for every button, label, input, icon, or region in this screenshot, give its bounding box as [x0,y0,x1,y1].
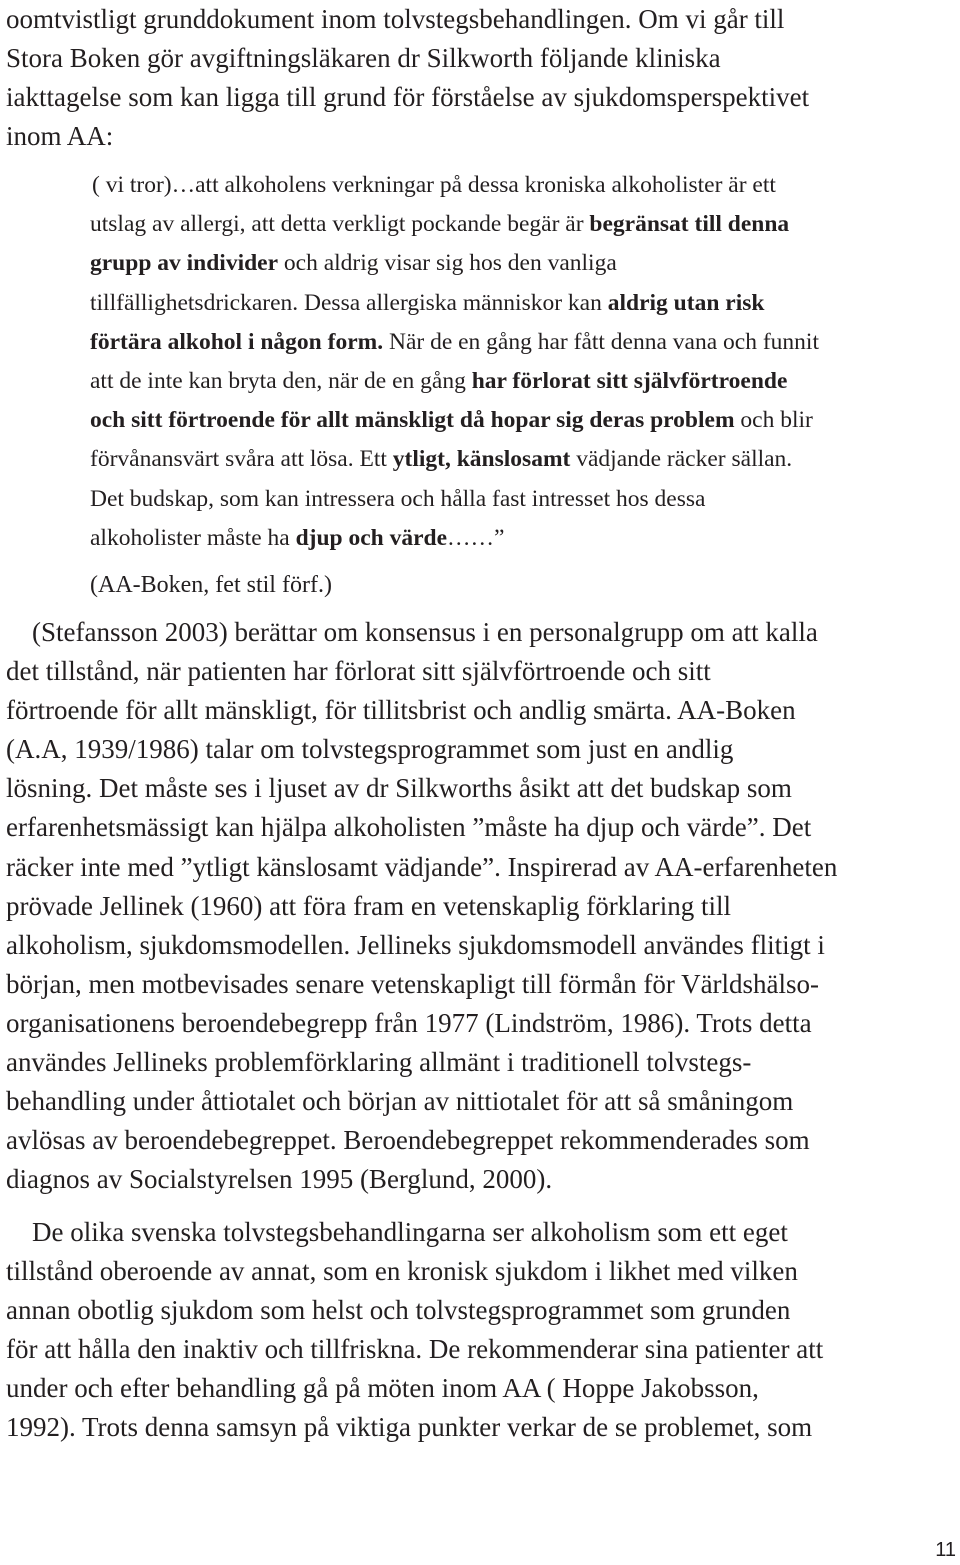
quote-text: och aldrig visar sig hos den vanliga [278,250,617,277]
quote-emphasis: grupp av individer [90,250,279,277]
quote-line: ( vi tror)…att alkoholens verkningar på dessa kroniska alkoholister är ett [92,172,776,198]
intro-paragraph [6,0,946,156]
text-line: Stora Boken gör avgiftningsläkaren dr Silkworth följande kliniska [6,43,721,73]
text-line: användes Jellineks problemförklaring allmänt i traditionell tolvstegs- [6,1047,752,1078]
text-line: början, men motbevisades senare vetenskapligt till förmån för Världshälso- [6,968,820,999]
quote-text: När de en gång har fått denna vana och funnit [383,328,819,355]
text-line: lösning. Det måste ses i ljuset av dr Silkworths åsikt att det budskap som [6,773,792,804]
body-paragraph-2 [6,1213,946,1448]
quote-line [90,362,950,401]
text-line: avlösas av beroendebegreppet. Beroendebegreppet rekommenderades som [6,1125,810,1156]
text-line: prövade Jellinek (1960) att föra fram en vetenskaplig förklaring till [6,890,732,921]
quote-text: vädjande räcker sällan. [570,446,793,473]
text-line: (A.A, 1939/1986) talar om tolvstegsprogrammet som just en andlig [6,734,734,765]
quote-line [90,401,950,440]
text-line: 1992). Trots denna samsyn på viktiga punkter verkar de se problemet, som [6,1412,813,1443]
text-line: De olika svenska tolvstegsbehandlingarna ser alkoholism som ett eget [32,1217,788,1247]
text-line: diagnos av Socialstyrelsen 1995 (Berglund, 2000). [6,1164,553,1195]
text-line: räcker inte med ”ytligt känslosamt vädjande”. Inspirerad av AA-erfarenheten [6,851,838,882]
text-line: alkoholism, sjukdomsmodellen. Jellineks sjukdomsmodell användes flitigt i [6,929,825,960]
quote-line [90,440,950,479]
text-line: förtroende för allt mänskligt, för tillitsbrist och andlig smärta. AA-Boken [6,695,796,726]
quote-emphasis: och sitt förtroende för allt mänskligt då hopar sig deras problem [90,407,735,434]
quote-line [90,519,950,558]
quote-emphasis: har förlorat sitt självförtroende [471,368,788,395]
text-line: (Stefansson 2003) berättar om konsensus i en personalgrupp om att kalla [32,617,818,647]
text-line: erfarenhetsmässigt kan hjälpa alkoholisten ”måste ha djup och värde”. Det [6,812,812,843]
quote-text: alkoholister måste ha [90,524,296,551]
text-line: iakttagelse som kan ligga till grund för förståelse av sjukdomsperspektivet [6,82,810,112]
text-line: inom AA: [6,121,114,151]
quote-line [90,284,950,323]
quote-text: utslag av allergi, att detta verkligt pockande begär är [90,211,590,238]
text-line: oomtvistligt grunddokument inom tolvstegsbehandlingen. Om vi går till [6,4,785,34]
text-line: för att hålla den inaktiv och tillfriskna. De rekommenderar sina patienter att [6,1334,824,1365]
quote-emphasis: begränsat till denna [589,211,790,238]
quote-line [90,323,950,362]
quote-emphasis: förtära alkohol i någon form. [90,328,384,355]
body-paragraph-1 [6,613,946,1199]
quote-emphasis: aldrig utan risk [607,289,765,316]
text-line: tillstånd oberoende av annat, som en kronisk sjukdom i likhet med vilken [6,1256,798,1287]
quote-text: att de inte kan bryta den, när de en gång [90,368,472,395]
quote-text: tillfällighetsdrickaren. Dessa allergiska människor kan [90,289,608,316]
page-number: 11 [935,1539,956,1561]
text-line: annan obotlig sjukdom som helst och tolvstegsprogrammet som grunden [6,1295,791,1326]
quote-emphasis: djup och värde [295,524,448,551]
quote-line [90,205,950,244]
block-quote [90,166,950,558]
quote-line [90,244,950,283]
quote-source: (AA-Boken, fet stil förf.) [90,572,332,598]
quote-text: och blir [734,407,813,434]
text-line: organisationens beroendebegrepp från 1977 (Lindström, 1986). Trots detta [6,1007,812,1038]
text-line: det tillstånd, när patienten har förlorat sitt självförtroende och sitt [6,656,711,687]
quote-text: förvånansvärt svåra att lösa. Ett [90,446,393,473]
quote-emphasis: ytligt, känslosamt [392,446,571,473]
text-line: behandling under åttiotalet och början av nittiotalet för att så småningom [6,1086,794,1117]
quote-line: Det budskap, som kan intressera och hålla fast intresset hos dessa [90,485,706,512]
quote-text: ……” [447,524,505,551]
text-line: under och efter behandling gå på möten inom AA ( Hoppe Jakobsson, [6,1373,759,1404]
